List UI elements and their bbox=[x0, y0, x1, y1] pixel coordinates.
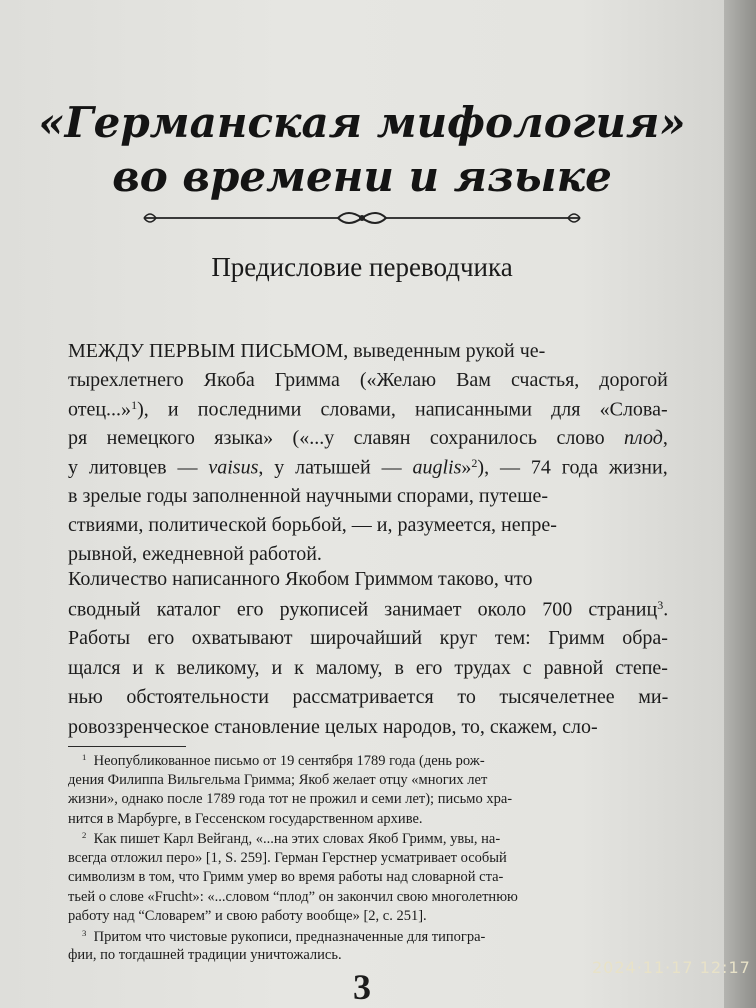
footnote-line bbox=[68, 908, 427, 925]
text-run: нью обстоятельности рассматривается то тысячелетнее ми- bbox=[68, 686, 669, 708]
paragraph-1-line bbox=[68, 369, 668, 392]
text-run: фии, по тогдашней традиции уничтожались. bbox=[68, 947, 342, 963]
text-run: щался и к великому, и к малому, в его трудах с равной степе- bbox=[68, 656, 668, 679]
footnote-line bbox=[82, 830, 500, 848]
footnote-line bbox=[82, 752, 485, 770]
footnote-ref: 1 bbox=[131, 398, 138, 412]
text-run: ровоззренческое становление целых народов, то, скажем, сло- bbox=[68, 715, 598, 738]
italic-run: плод bbox=[624, 427, 663, 449]
paragraph-1-line bbox=[68, 485, 548, 508]
footnote-line bbox=[82, 928, 485, 946]
section-subtitle: Предисловие переводчика bbox=[211, 252, 513, 282]
text-run: в зрелые годы заполненной научными спорами, путеше- bbox=[68, 485, 549, 507]
text-run: нится в Марбурге, в Гессенском государственном архиве. bbox=[68, 810, 423, 827]
text-run: МЕЖДУ ПЕРВЫМ ПИСЬМОМ, выведенным рукой че- bbox=[68, 340, 546, 362]
paragraph-1-line bbox=[68, 427, 668, 450]
paragraph-1-line bbox=[68, 398, 668, 422]
italic-run: auglis bbox=[412, 456, 462, 479]
text-run: рывной, ежедневной работой. bbox=[68, 543, 322, 565]
text-run: Притом что чистовые рукописи, предназначенные для типогра- bbox=[93, 928, 486, 945]
text-run: » bbox=[461, 456, 472, 479]
paragraph-1-line bbox=[68, 543, 322, 566]
paragraph-2-line bbox=[68, 598, 668, 622]
text-run: работу над “Словарем” и свою работу вообще» [2, с. 251]. bbox=[68, 908, 427, 924]
footnote-marker: 2 bbox=[82, 830, 87, 840]
page-edge bbox=[724, 0, 756, 1008]
text-run: у литовцев — bbox=[68, 456, 209, 479]
text-run: символизм в том, что Гримм умер во время работы над словарной ста- bbox=[68, 869, 504, 885]
footnote-marker: 3 bbox=[82, 927, 87, 938]
footnote-line bbox=[68, 947, 342, 964]
paragraph-2-line bbox=[68, 568, 532, 591]
paragraph-2-line bbox=[68, 716, 598, 739]
flourish-divider-icon bbox=[138, 206, 586, 230]
paragraph-1-line bbox=[68, 514, 557, 537]
text-run: , bbox=[662, 427, 668, 449]
text-run: тырехлетнего Якоба Гримма («Желаю Вам счастья, дорогой bbox=[68, 369, 668, 391]
text-run: ствиями, политической борьбой, — и, разумеется, непре- bbox=[68, 514, 557, 536]
page-number: 3 bbox=[353, 967, 371, 1007]
text-run: тьей о слове «Frucht»: «...словом “плод” он закончил свою многолетнюю bbox=[68, 888, 518, 905]
footnote-line bbox=[68, 772, 487, 789]
footnote-line bbox=[68, 869, 503, 886]
text-run: сводный каталог его рукописей занимает около 700 страниц bbox=[68, 598, 658, 621]
text-run: . bbox=[663, 598, 669, 621]
footnote-line bbox=[68, 791, 512, 808]
text-run: Неопубликованное письмо от 19 сентября 1789 года (день рож- bbox=[93, 752, 485, 769]
text-run: ря немецкого языка» («...у славян сохранилось слово bbox=[68, 427, 625, 449]
paragraph-2-line bbox=[68, 627, 668, 650]
text-run: , у латышей — bbox=[258, 456, 413, 479]
footnote-line bbox=[68, 850, 507, 867]
footnote-marker: 1 bbox=[82, 752, 87, 762]
photo-timestamp: 2024·11·17 12:17 bbox=[592, 958, 751, 977]
paragraph-1-line bbox=[68, 340, 545, 363]
paragraph-1-line bbox=[68, 456, 668, 480]
text-run: ), и последними словами, написанными для «Слова- bbox=[137, 398, 668, 421]
footnote-ref: 2 bbox=[471, 456, 478, 470]
text-run: ), — 74 года жизни, bbox=[477, 456, 668, 479]
text-run: Как пишет Карл Вейганд, «...на этих словах Якоб Гримм, увы, на- bbox=[93, 830, 501, 847]
paragraph-2-line bbox=[68, 657, 668, 680]
text-run: отец...» bbox=[68, 398, 132, 421]
chapter-title-line-2: во времени и языке bbox=[112, 152, 612, 201]
footnote-line bbox=[68, 889, 518, 906]
footnote-line bbox=[68, 811, 423, 828]
text-run: Количество написанного Якобом Гриммом таково, что bbox=[68, 568, 533, 590]
text-run: дения Филиппа Вильгельма Гримма; Якоб желает отцу «многих лет bbox=[68, 771, 488, 788]
italic-run: vaisus bbox=[208, 456, 259, 479]
text-run: жизни», однако после 1789 года тот не прожил и семи лет); письмо хра- bbox=[68, 791, 513, 807]
chapter-title-line-1: «Германская мифология» bbox=[38, 98, 686, 147]
paragraph-2-line bbox=[68, 686, 668, 709]
footnote-ref: 3 bbox=[657, 597, 664, 612]
text-run: всегда отложил перо» [1, S. 259]. Герман Герстнер усматривает особый bbox=[68, 849, 507, 866]
footnote-rule bbox=[68, 746, 186, 747]
text-run: Работы его охватывают широчайший круг тем: Гримм обра- bbox=[68, 627, 668, 649]
